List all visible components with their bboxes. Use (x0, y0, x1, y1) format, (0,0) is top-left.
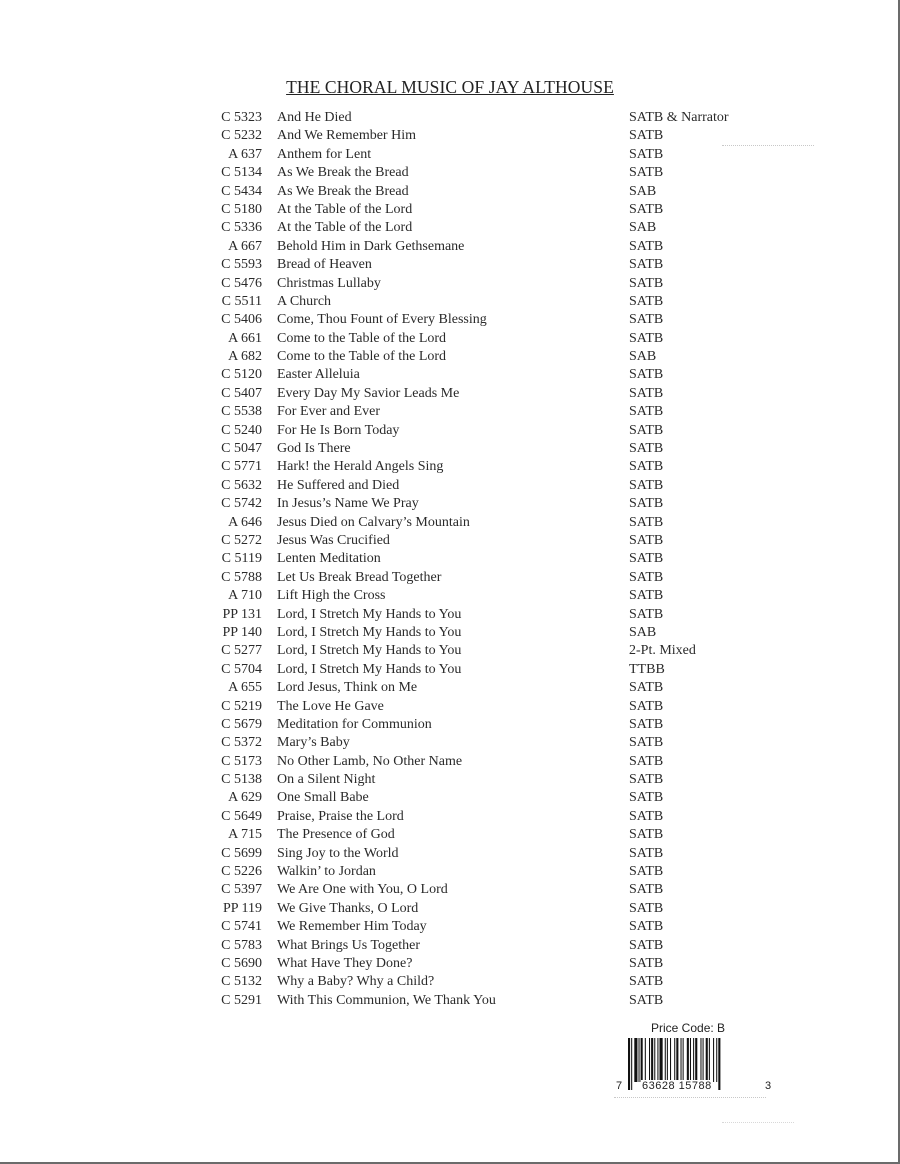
catalog-code: C 5511 (221, 293, 262, 309)
catalog-title: Come to the Table of the Lord (277, 349, 447, 365)
barcode-bar (687, 1038, 689, 1082)
catalog-title: Come, Thou Fount of Every Blessing (277, 312, 487, 328)
catalog-code: C 5742 (221, 496, 262, 512)
catalog-voicing: SATB (629, 201, 664, 217)
catalog-voicing: SATB (629, 257, 664, 273)
catalog-code: A 661 (228, 330, 262, 346)
catalog-row (0, 808, 900, 826)
catalog-title: For Ever and Ever (277, 404, 381, 420)
catalog-row (0, 992, 900, 1010)
catalog-row (0, 293, 900, 311)
catalog-voicing: SATB (629, 404, 664, 420)
catalog-code: C 5132 (221, 974, 262, 990)
catalog-code: C 5219 (221, 698, 262, 714)
catalog-voicing: SAB (629, 220, 657, 236)
catalog-code: C 5632 (221, 477, 262, 493)
catalog-voicing: SATB (629, 919, 664, 935)
catalog-voicing: SATB (629, 716, 664, 732)
catalog-title: Bread of Heaven (277, 257, 372, 273)
catalog-voicing: SATB (629, 275, 664, 291)
catalog-voicing: SATB (629, 496, 664, 512)
catalog-title: Lord, I Stretch My Hands to You (277, 624, 462, 640)
catalog-title: Walkin’ to Jordan (277, 864, 376, 880)
catalog-title: The Love He Gave (277, 698, 384, 714)
catalog-title: Lord, I Stretch My Hands to You (277, 606, 462, 622)
catalog-row (0, 532, 900, 550)
catalog-row (0, 900, 900, 918)
catalog-code: C 5291 (221, 992, 262, 1008)
catalog-code: C 5372 (221, 735, 262, 751)
catalog-row (0, 164, 900, 182)
catalog-voicing: SATB (629, 900, 664, 916)
scan-artifact-line (722, 145, 814, 146)
catalog-row (0, 311, 900, 329)
catalog-code: C 5699 (221, 845, 262, 861)
catalog-row (0, 716, 900, 734)
catalog-code: PP 119 (222, 900, 262, 916)
catalog-title: Lord Jesus, Think on Me (277, 680, 418, 696)
catalog-code: C 5180 (221, 201, 262, 217)
catalog-row (0, 440, 900, 458)
catalog-voicing: 2-Pt. Mixed (629, 643, 696, 659)
barcode-bar (657, 1038, 658, 1082)
barcode-bar (628, 1038, 630, 1090)
catalog-voicing: SATB (629, 606, 664, 622)
barcode-bar (695, 1038, 697, 1082)
catalog-voicing: SATB (629, 146, 664, 162)
catalog-title: One Small Babe (277, 790, 369, 806)
catalog-voicing: SATB (629, 974, 664, 990)
catalog-code: A 710 (228, 588, 262, 604)
catalog-code: C 5047 (221, 441, 262, 457)
catalog-voicing: SATB (629, 422, 664, 438)
catalog-voicing: SATB (629, 238, 664, 254)
catalog-voicing: SATB (629, 477, 664, 493)
catalog-voicing: SATB (629, 514, 664, 530)
catalog-title: Meditation for Communion (277, 716, 432, 732)
catalog-code: C 5240 (221, 422, 262, 438)
catalog-code: C 5593 (221, 257, 262, 273)
catalog-voicing: SATB (629, 441, 664, 457)
catalog-title: Lord, I Stretch My Hands to You (277, 661, 462, 677)
barcode-bar (716, 1038, 717, 1082)
catalog-title: Anthem for Lent (277, 146, 372, 162)
catalog-row (0, 514, 900, 532)
barcode-bar (683, 1038, 684, 1082)
barcode-last-digit: 3 (765, 1080, 772, 1092)
catalog-title: For He Is Born Today (277, 422, 400, 438)
catalog-code: C 5173 (221, 753, 262, 769)
catalog-code: C 5741 (221, 919, 262, 935)
catalog-title: He Suffered and Died (277, 477, 400, 493)
barcode-bar (713, 1038, 714, 1082)
catalog-title: Let Us Break Bread Together (277, 569, 442, 585)
catalog-title: We Give Thanks, O Lord (277, 900, 419, 916)
catalog-title: Lift High the Cross (277, 588, 386, 604)
catalog-row (0, 606, 900, 624)
catalog-title: Mary’s Baby (277, 735, 350, 751)
catalog-voicing: SATB (629, 698, 664, 714)
catalog-row (0, 679, 900, 697)
catalog-code: A 637 (228, 146, 262, 162)
catalog-row (0, 422, 900, 440)
catalog-title: No Other Lamb, No Other Name (277, 753, 463, 769)
catalog-code: C 5476 (221, 275, 262, 291)
price-code: Price Code: B (651, 1021, 726, 1035)
catalog-voicing: SAB (629, 624, 657, 640)
catalog-title: Behold Him in Dark Gethsemane (277, 238, 465, 254)
catalog-code: C 5690 (221, 955, 262, 971)
catalog-title: We Remember Him Today (277, 919, 427, 935)
catalog-voicing: SATB & Narrator (629, 110, 729, 125)
catalog-title: As We Break the Bread (277, 165, 409, 181)
catalog-voicing: SATB (629, 790, 664, 806)
catalog-title: Sing Joy to the World (277, 845, 399, 861)
catalog-code: C 5406 (221, 312, 262, 328)
catalog-voicing: TTBB (629, 661, 665, 677)
catalog-title: On a Silent Night (277, 772, 376, 788)
catalog-voicing: SATB (629, 955, 664, 971)
catalog-row (0, 348, 900, 366)
catalog-code: C 5119 (221, 551, 262, 567)
catalog-code: A 646 (228, 514, 262, 530)
catalog-title: In Jesus’s Name We Pray (277, 496, 419, 512)
barcode-underline (614, 1097, 766, 1098)
catalog-code: C 5397 (221, 882, 262, 898)
catalog-code: C 5226 (221, 864, 262, 880)
catalog-code: C 5679 (221, 716, 262, 732)
catalog-voicing: SATB (629, 808, 664, 824)
catalog-row (0, 495, 900, 513)
catalog-voicing: SATB (629, 385, 664, 401)
catalog-title: With This Communion, We Thank You (277, 992, 496, 1008)
catalog-code: C 5783 (221, 937, 262, 953)
catalog-voicing: SATB (629, 680, 664, 696)
catalog-voicing: SATB (629, 772, 664, 788)
catalog-title: At the Table of the Lord (277, 220, 413, 236)
catalog-title: Lord, I Stretch My Hands to You (277, 643, 462, 659)
catalog-title: Why a Baby? Why a Child? (277, 974, 435, 990)
catalog-row (0, 256, 900, 274)
catalog-voicing: SATB (629, 735, 664, 751)
catalog-voicing: SATB (629, 293, 664, 309)
catalog-voicing: SATB (629, 367, 664, 383)
barcode-bar (676, 1038, 678, 1082)
catalog-row (0, 789, 900, 807)
catalog-row (0, 183, 900, 201)
catalog-row (0, 569, 900, 587)
catalog-row (0, 753, 900, 771)
catalog-code: C 5538 (221, 404, 262, 420)
catalog-row (0, 275, 900, 293)
catalog-title: Jesus Was Crucified (277, 532, 390, 548)
catalog-row (0, 661, 900, 679)
barcode-bar (645, 1038, 646, 1082)
catalog-code: A 667 (228, 238, 262, 254)
catalog-title: The Presence of God (277, 827, 395, 843)
catalog-row (0, 881, 900, 899)
catalog-code: C 5704 (221, 661, 262, 677)
catalog-row (0, 146, 900, 164)
catalog-row (0, 458, 900, 476)
barcode-bar (681, 1038, 682, 1082)
barcode-bar (670, 1038, 671, 1082)
catalog-row (0, 127, 900, 145)
catalog-code: C 5407 (221, 385, 262, 401)
catalog-voicing: SATB (629, 882, 664, 898)
barcode-bar (654, 1038, 655, 1082)
barcode-bar (634, 1038, 637, 1082)
barcode-bar (709, 1038, 710, 1082)
catalog-title: God Is There (277, 441, 351, 457)
catalog-code: C 5138 (221, 772, 262, 788)
catalog-voicing: SAB (629, 349, 657, 365)
catalog-voicing: SATB (629, 128, 664, 144)
catalog-code: C 5434 (221, 183, 262, 199)
catalog-title: At the Table of the Lord (277, 201, 413, 217)
catalog-code: C 5120 (221, 367, 262, 383)
catalog-row (0, 587, 900, 605)
catalog-code: PP 131 (222, 606, 262, 622)
catalog-row (0, 550, 900, 568)
catalog-voicing: SATB (629, 827, 664, 843)
barcode-bar (639, 1038, 640, 1082)
catalog-voicing: SAB (629, 183, 657, 199)
catalog-row (0, 403, 900, 421)
catalog-code: C 5277 (221, 643, 262, 659)
catalog-title: And We Remember Him (277, 128, 416, 144)
catalog-code: C 5134 (221, 165, 262, 181)
barcode-bar (690, 1038, 691, 1082)
catalog-title: Hark! the Herald Angels Sing (277, 459, 444, 475)
catalog-row (0, 845, 900, 863)
catalog-row (0, 918, 900, 936)
barcode-digits: 63628 15788 (642, 1080, 712, 1092)
catalog-title: Come to the Table of the Lord (277, 330, 447, 346)
catalog-voicing: SATB (629, 459, 664, 475)
barcode-bar (693, 1038, 694, 1082)
catalog-row (0, 826, 900, 844)
catalog-code: C 5232 (221, 128, 262, 144)
catalog-voicing: SATB (629, 845, 664, 861)
barcode-bar (706, 1038, 708, 1082)
catalog-row (0, 219, 900, 237)
catalog-title: A Church (277, 293, 332, 309)
catalog-voicing: SATB (629, 864, 664, 880)
catalog-title: Jesus Died on Calvary’s Mountain (277, 514, 470, 530)
catalog-row (0, 863, 900, 881)
catalog-list (0, 109, 900, 1010)
barcode-bar (718, 1038, 720, 1090)
catalog-code: C 5323 (221, 110, 262, 125)
catalog-title: As We Break the Bread (277, 183, 409, 199)
catalog-code: C 5336 (221, 220, 262, 236)
catalog-voicing: SATB (629, 551, 664, 567)
catalog-title: What Brings Us Together (277, 937, 421, 953)
barcode-bar (667, 1038, 668, 1082)
catalog-title: What Have They Done? (277, 955, 413, 971)
barcode-bar (700, 1038, 701, 1082)
catalog-row (0, 734, 900, 752)
barcode-bar (660, 1038, 663, 1082)
catalog-title: Every Day My Savior Leads Me (277, 385, 460, 401)
catalog-title: Praise, Praise the Lord (277, 808, 404, 824)
catalog-code: C 5272 (221, 532, 262, 548)
catalog-title: Easter Alleluia (277, 367, 360, 383)
catalog-code: A 682 (228, 349, 262, 365)
catalog-row (0, 366, 900, 384)
catalog-title: We Are One with You, O Lord (277, 882, 448, 898)
catalog-row (0, 330, 900, 348)
page-title: THE CHORAL MUSIC OF JAY ALTHOUSE (286, 77, 614, 97)
scan-artifact-line-bottom (722, 1122, 794, 1123)
catalog-row (0, 955, 900, 973)
catalog-title: Christmas Lullaby (277, 275, 381, 291)
barcode-bar (651, 1038, 653, 1082)
catalog-code: PP 140 (222, 624, 262, 640)
catalog-code: C 5649 (221, 808, 262, 824)
catalog-voicing: SATB (629, 532, 664, 548)
catalog-voicing: SATB (629, 312, 664, 328)
catalog-row (0, 642, 900, 660)
catalog-code: A 715 (228, 827, 262, 843)
catalog-voicing: SATB (629, 992, 664, 1008)
catalog-voicing: SATB (629, 330, 664, 346)
catalog-voicing: SATB (629, 588, 664, 604)
catalog-voicing: SATB (629, 165, 664, 181)
catalog-code: C 5788 (221, 569, 262, 585)
catalog-row (0, 385, 900, 403)
catalog-row (0, 771, 900, 789)
catalog-row (0, 698, 900, 716)
catalog-code: A 655 (228, 680, 262, 696)
catalog-code: C 5771 (221, 459, 262, 475)
catalog-voicing: SATB (629, 569, 664, 585)
barcode-bar (665, 1038, 666, 1082)
catalog-row (0, 937, 900, 955)
barcode-bar (649, 1038, 650, 1082)
catalog-row (0, 238, 900, 256)
barcode-bar (641, 1038, 643, 1082)
catalog-code: A 629 (228, 790, 262, 806)
barcode-bar (674, 1038, 675, 1082)
catalog-title: And He Died (277, 110, 352, 125)
barcode-bar (703, 1038, 704, 1082)
catalog-voicing: SATB (629, 937, 664, 953)
catalog-row (0, 624, 900, 642)
catalog-row (0, 477, 900, 495)
catalog-row (0, 973, 900, 991)
catalog-row (0, 109, 900, 127)
barcode-bar (631, 1038, 632, 1090)
barcode-first-digit: 7 (616, 1080, 623, 1092)
catalog-row (0, 201, 900, 219)
catalog-voicing: SATB (629, 753, 664, 769)
catalog-title: Lenten Meditation (277, 551, 381, 567)
